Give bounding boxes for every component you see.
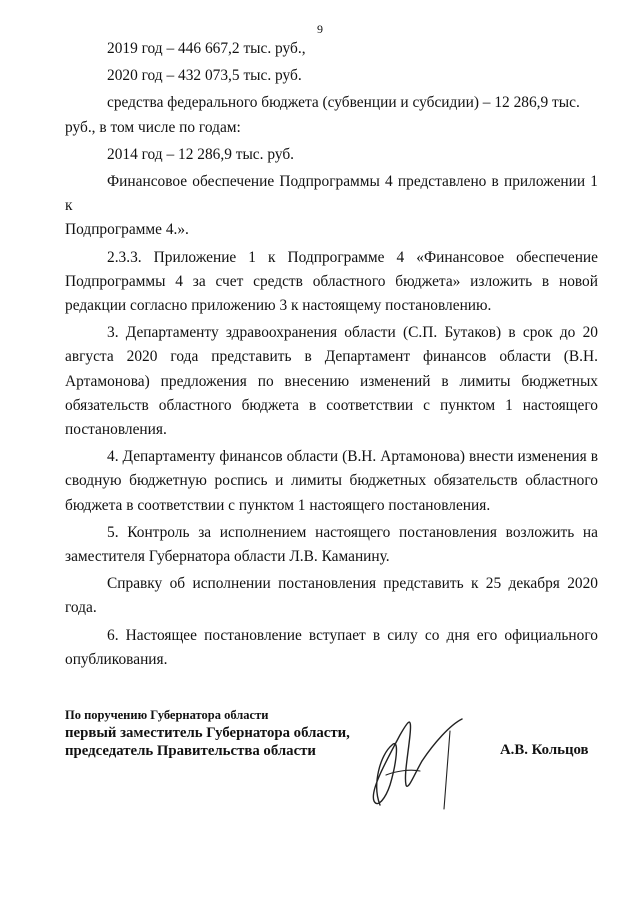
paragraph-federal-funds-cont: руб., в том числе по годам: — [65, 118, 241, 136]
paragraph-federal-funds: средства федерального бюджета (субвенции и субсидии) – 12 286,9 тыс. — [107, 94, 580, 112]
signatory-line-2: первый заместитель Губернатора области, — [65, 725, 350, 741]
signatory-line-1: По поручению Губернатора области — [65, 708, 269, 722]
paragraph-report: Справку об исполнении постановления представить к 25 декабря 2020 года. — [65, 575, 598, 617]
paragraph-2-3-3: 2.3.3. Приложение 1 к Подпрограмме 4 «Финансовое обеспечение Подпрограммы 4 за счет средств областного бюджета» изложить в новой редакции согласно приложению 3 к настоящему постановлению. — [65, 248, 598, 315]
paragraph-4: 4. Департаменту финансов области (В.Н. Артамонова) внести изменения в сводную бюджетную роспись и лимиты бюджетных обязательств областного бюджета в соответствии с пунктом 1 настоящего постановления. — [65, 448, 598, 514]
paragraph-financing-note: Финансовое обеспечение Подпрограммы 4 представлено в приложении 1 к — [65, 173, 598, 215]
signatory-line-3: председатель Правительства области — [65, 743, 316, 759]
paragraph-5: 5. Контроль за исполнением настоящего постановления возложить на заместителя Губернатора области Л.В. Каманину. — [65, 523, 598, 566]
signatory-title — [65, 706, 365, 760]
paragraph-financing-note-cont: Подпрограмме 4.». — [65, 221, 189, 239]
paragraph-year-2014: 2014 год – 12 286,9 тыс. руб. — [107, 145, 295, 163]
page-number: 9 — [317, 22, 323, 36]
paragraph-6: 6. Настоящее постановление вступает в силу со дня его официального опубликования. — [65, 626, 598, 668]
document-body — [65, 37, 598, 672]
paragraph-year-2020: 2020 год – 432 073,5 тыс. руб. — [107, 67, 302, 85]
handwritten-signature — [350, 705, 480, 820]
paragraph-3: 3. Департаменту здравоохранения области (С.П. Бутаков) в срок до 20 августа 2020 года представить в Департамент финансов области (В.Н. Артамонова) предложения по внесению изменений в лимиты бюджетных обязательств областного бюджета в соответствии с пунктом 1 настоящего постановления. — [65, 324, 598, 439]
signatory-name: А.В. Кольцов — [500, 742, 589, 758]
paragraph-year-2019: 2019 год – 446 667,2 тыс. руб., — [107, 40, 306, 57]
